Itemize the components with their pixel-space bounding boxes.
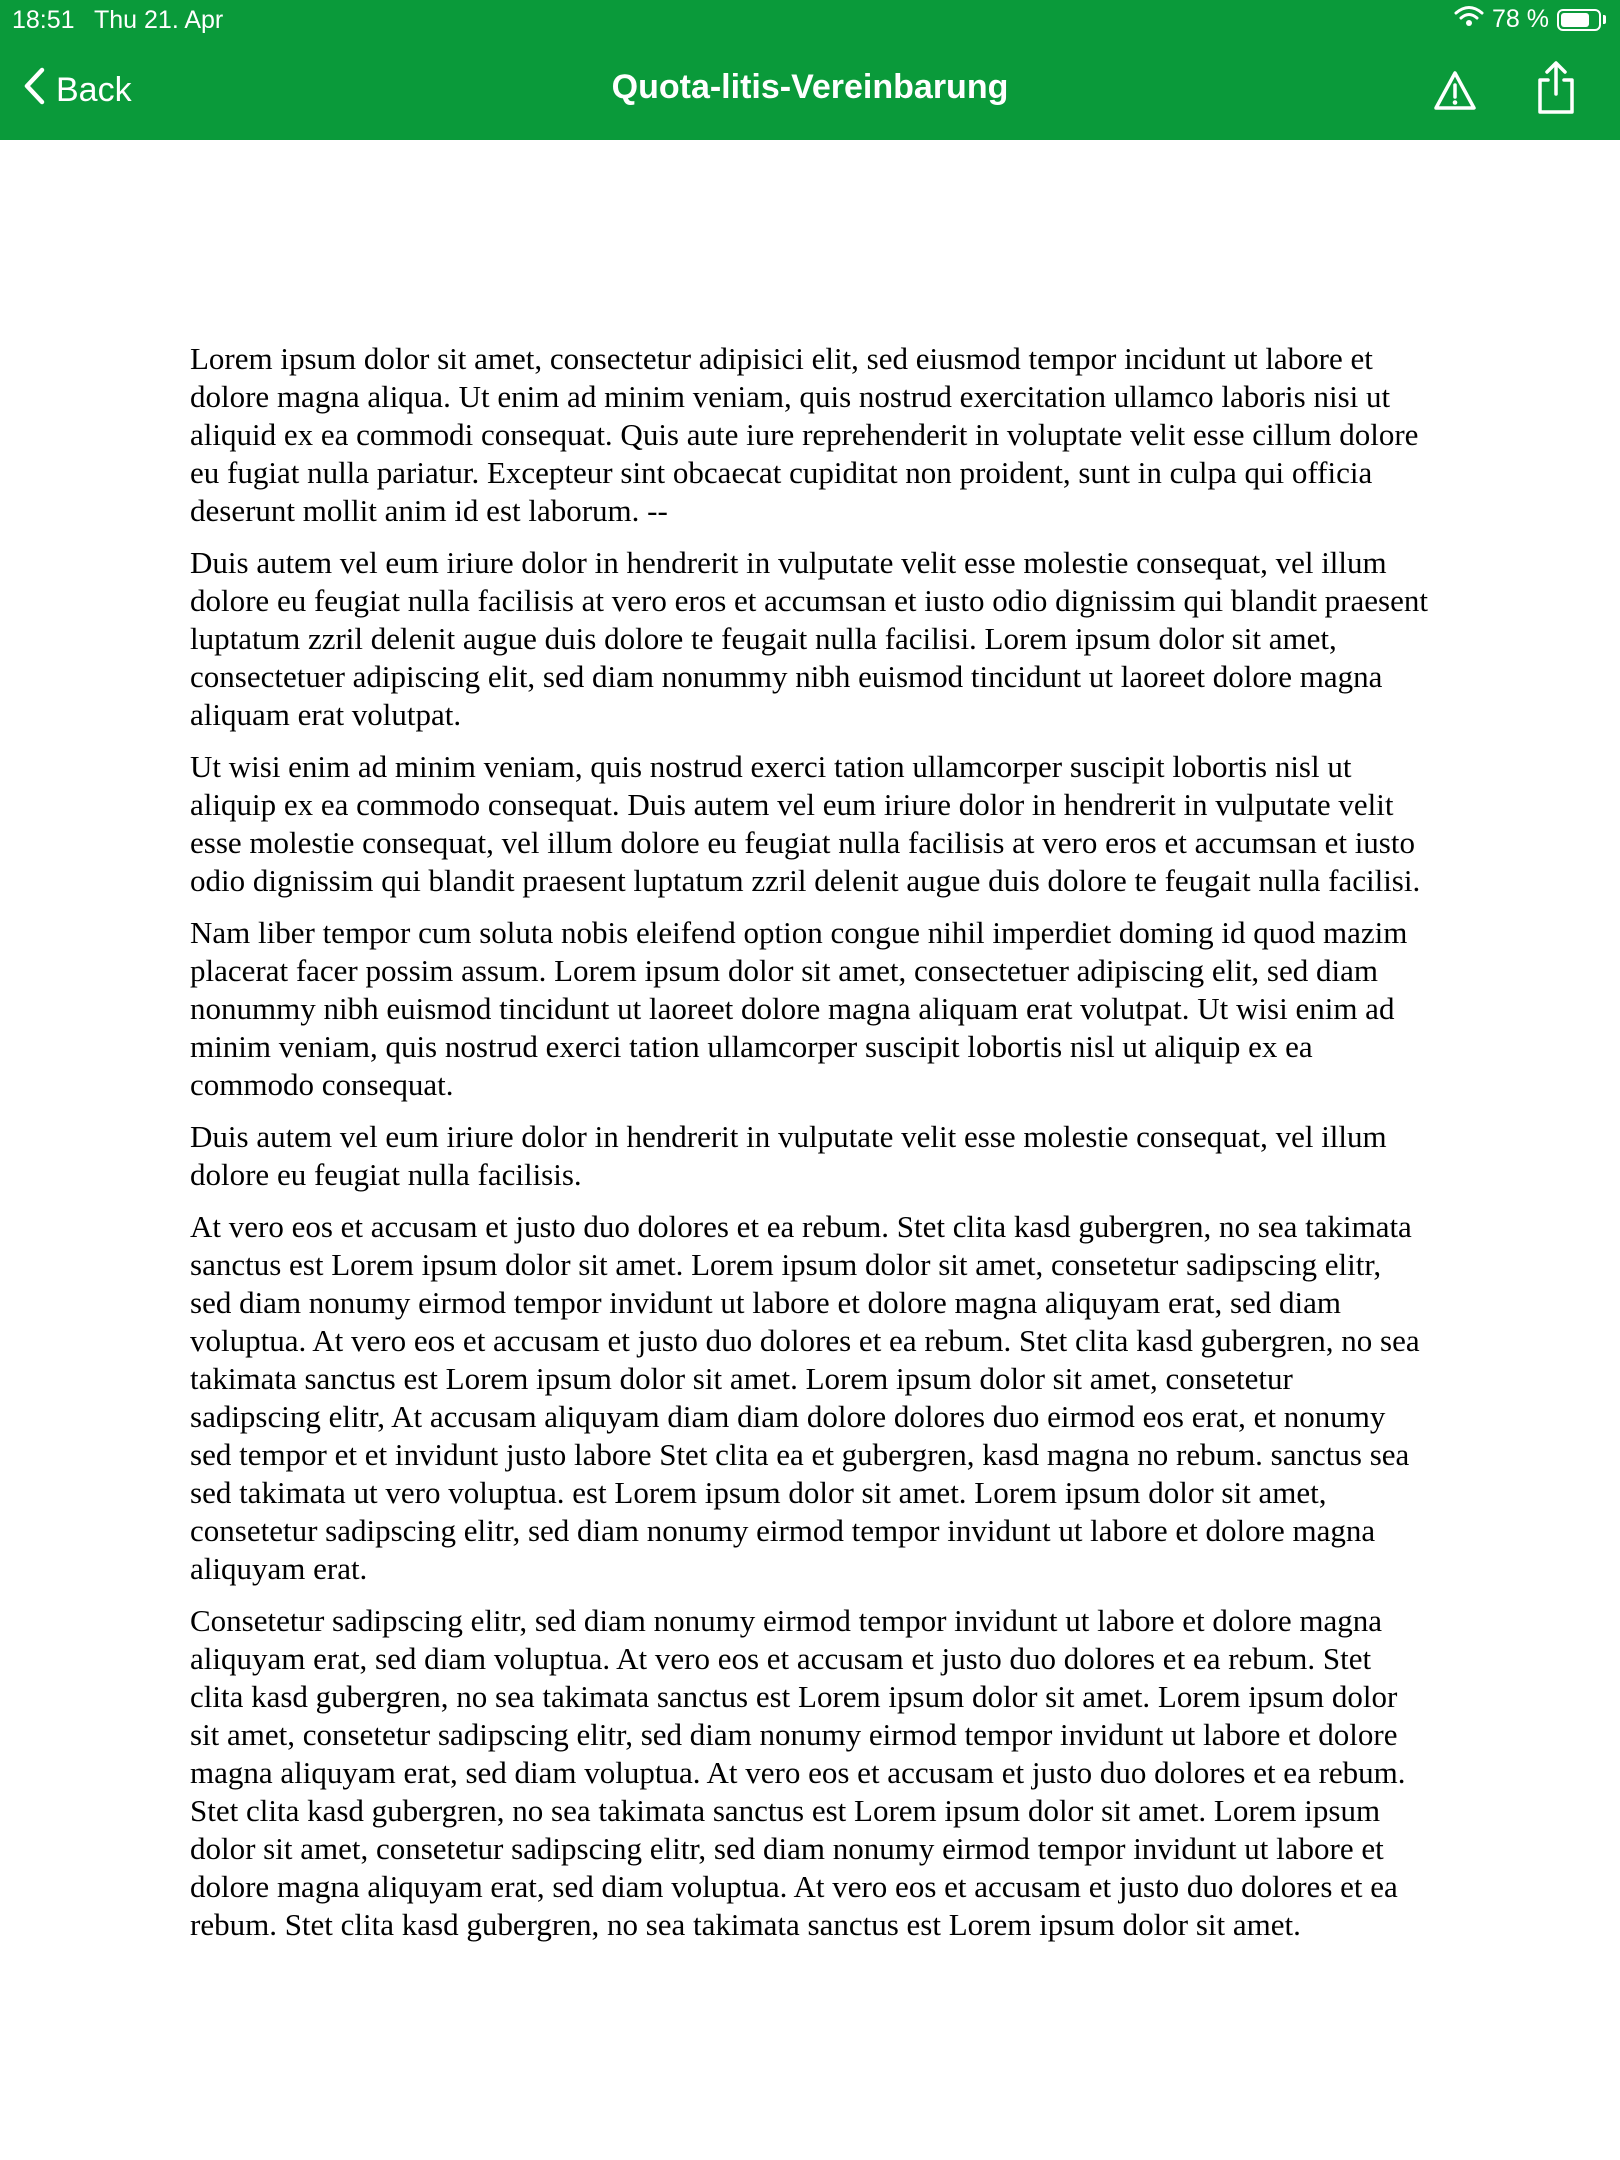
back-button[interactable]	[22, 66, 132, 115]
navigation-bar	[0, 48, 1620, 132]
paragraph-6: At vero eos et accusam et justo duo dolores et ea rebum. Stet clita kasd gubergren, no sea takimata sanctus est Lorem ipsum dolor sit amet. Lorem ipsum dolor sit amet, consetetur sadipscing elitr, sed diam nonumy eirmod tempor invidunt ut labore et dolore magna aliquyam erat, sed diam voluptua. At vero eos et accusam et justo duo dolores et ea rebum. Stet clita kasd gubergren, no sea takimata sanctus est Lorem ipsum dolor sit amet. Lorem ipsum dolor sit amet, consetetur sadipscing elitr, At accusam aliquyam diam diam dolore dolores duo eirmod eos erat, et nonumy sed tempor et et invidunt justo labore Stet clita ea et gubergren, kasd magna no rebum. sanctus sea sed takimata ut vero voluptua. est Lorem ipsum dolor sit amet. Lorem ipsum dolor sit amet, consetetur sadipscing elitr, sed diam nonumy eirmod tempor invidunt ut labore et dolore magna aliquyam erat.	[190, 1209, 1420, 1586]
battery-tip	[1603, 15, 1606, 24]
battery-icon	[1557, 9, 1601, 31]
paragraph-2: Duis autem vel eum iriure dolor in hendrerit in vulputate velit esse molestie consequat, vel illum dolore eu feugiat nulla facilisis at vero eros et accumsan et iusto odio dignissim qui blandit praesent luptatum zzril delenit augue duis dolore te feugait nulla facilisi. Lorem ipsum dolor sit amet, consectetuer adipiscing elit, sed diam nonummy nibh euismod tincidunt ut laoreet dolore magna aliquam erat volutpat.	[190, 545, 1428, 732]
battery-level	[1561, 13, 1589, 27]
paragraph-1: Lorem ipsum dolor sit amet, consectetur adipisici elit, sed eiusmod tempor incidunt ut labore et dolore magna aliqua. Ut enim ad minim veniam, quis nostrud exercitation ullamco laboris nisi ut aliquid ex ea commodi consequat. Quis aute iure reprehenderit in voluptate velit esse cillum dolore eu fugiat nulla pariatur. Excepteur sint obcaecat cupiditat non proident, sunt in culpa qui officia deserunt mollit anim id est laborum. --	[190, 341, 1419, 528]
warning-button[interactable]	[1432, 68, 1478, 114]
app-header	[0, 0, 1620, 140]
warning-icon	[1432, 101, 1478, 118]
page-title: Quota-litis-Vereinbarung	[611, 68, 1009, 106]
share-button[interactable]	[1534, 60, 1578, 116]
paragraph-4: Nam liber tempor cum soluta nobis eleifend option congue nihil imperdiet doming id quod mazim placerat facer possim assum. Lorem ipsum dolor sit amet, consectetuer adipiscing elit, sed diam nonummy nibh euismod tincidunt ut laoreet dolore magna aliquam erat volutpat. Ut wisi enim ad minim veniam, quis nostrud exerci tation ullamcorper suscipit lobortis nisl ut aliquip ex ea commodo consequat.	[190, 915, 1408, 1102]
paragraph-7: Consetetur sadipscing elitr, sed diam nonumy eirmod tempor invidunt ut labore et dolore magna aliquyam erat, sed diam voluptua. At vero eos et accusam et justo duo dolores et ea rebum. Stet clita kasd gubergren, no sea takimata sanctus est Lorem ipsum dolor sit amet. Lorem ipsum dolor sit amet, consetetur sadipscing elitr, sed diam nonumy eirmod tempor invidunt ut labore et dolore magna aliquyam erat, sed diam voluptua. At vero eos et accusam et justo duo dolores et ea rebum. Stet clita kasd gubergren, no sea takimata sanctus est Lorem ipsum dolor sit amet. Lorem ipsum dolor sit amet, consetetur sadipscing elitr, sed diam nonumy eirmod tempor invidunt ut labore et dolore magna aliquyam erat, sed diam voluptua. At vero eos et accusam et justo duo dolores et ea rebum. Stet clita kasd gubergren, no sea takimata sanctus est Lorem ipsum dolor sit amet.	[190, 1603, 1406, 1942]
status-date: Thu 21. Apr	[94, 6, 224, 34]
wifi-icon	[1454, 4, 1484, 35]
battery-percent: 78 %	[1492, 5, 1549, 33]
status-time: 18:51	[12, 6, 75, 34]
chevron-left-icon	[22, 66, 46, 115]
paragraph-3: Ut wisi enim ad minim veniam, quis nostrud exerci tation ullamcorper suscipit lobortis nisl ut aliquip ex ea commodo consequat. Duis autem vel eum iriure dolor in hendrerit in vulputate velit esse molestie consequat, vel illum dolore eu feugiat nulla facilisis at vero eros et accumsan et iusto odio dignissim qui blandit praesent luptatum zzril delenit augue duis dolore te feugait nulla facilisi.	[190, 749, 1421, 898]
share-icon	[1534, 103, 1578, 120]
paragraph-5: Duis autem vel eum iriure dolor in hendrerit in vulputate velit esse molestie consequat, vel illum dolore eu feugiat nulla facilisis.	[190, 1119, 1387, 1192]
back-label: Back	[56, 71, 132, 109]
status-indicators	[1454, 4, 1606, 35]
document-body	[190, 340, 1430, 1958]
status-bar	[0, 0, 1620, 40]
